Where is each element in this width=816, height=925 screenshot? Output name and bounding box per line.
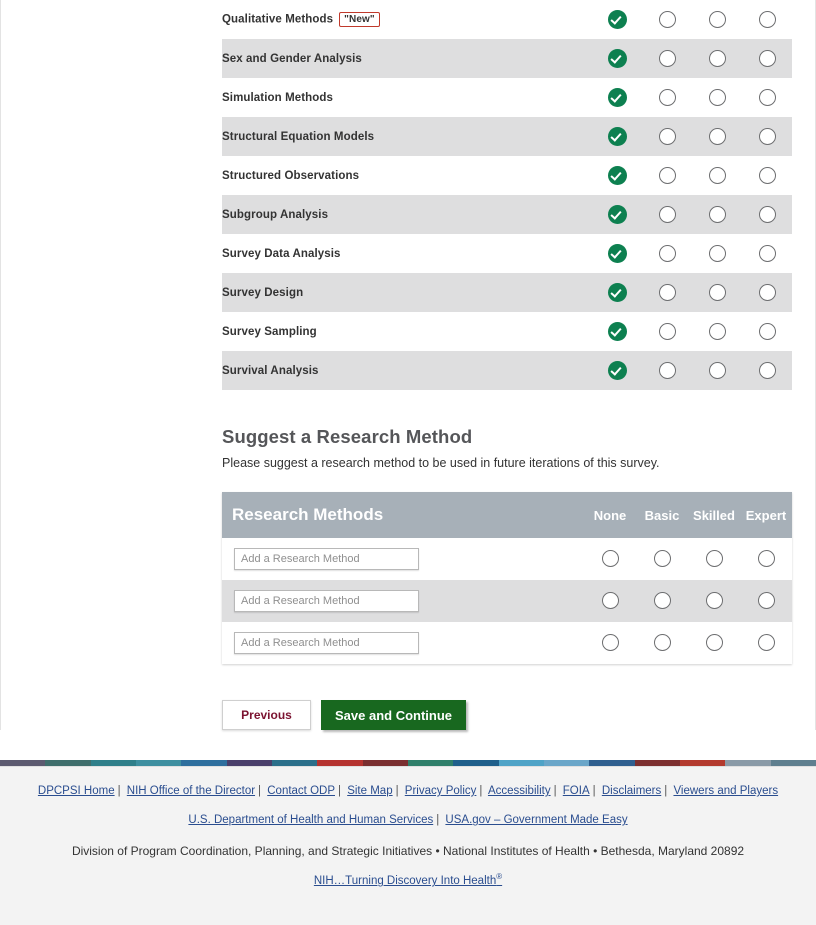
suggest-methods-table xyxy=(222,492,792,664)
option-basic[interactable] xyxy=(642,117,692,156)
radio-icon[interactable] xyxy=(759,245,776,262)
option-skilled[interactable] xyxy=(692,156,742,195)
stripe-segment-6 xyxy=(272,760,317,766)
option-skilled[interactable] xyxy=(692,273,742,312)
radio-icon[interactable] xyxy=(709,11,726,28)
option-expert[interactable] xyxy=(742,195,792,234)
stripe-segment-1 xyxy=(45,760,90,766)
table-row xyxy=(222,39,792,78)
radio-icon[interactable] xyxy=(654,634,671,651)
method-label-cell xyxy=(222,195,592,234)
suggest-method-input-3[interactable] xyxy=(234,632,419,654)
option-none[interactable] xyxy=(592,117,642,156)
radio-icon[interactable] xyxy=(659,245,676,262)
method-label: Qualitative Methods xyxy=(222,13,334,26)
method-label-cell xyxy=(222,0,592,39)
radio-icon[interactable] xyxy=(706,592,723,609)
radio-icon[interactable] xyxy=(758,592,775,609)
radio-icon[interactable] xyxy=(659,128,676,145)
option-none[interactable] xyxy=(584,580,636,622)
footer-address: Division of Program Coordination, Planning, and Strategic Initiatives • National Institutes of Health • Bethesda, Maryland 20892 xyxy=(71,843,745,858)
suggest-description: Please suggest a research method to be used in future iterations of this survey. xyxy=(222,456,660,470)
method-label-cell xyxy=(222,39,592,78)
radio-icon[interactable] xyxy=(659,50,676,67)
method-label-cell xyxy=(222,117,592,156)
radio-selected-icon[interactable] xyxy=(608,361,627,380)
option-expert[interactable] xyxy=(742,273,792,312)
suggest-section xyxy=(222,426,792,664)
form-actions xyxy=(222,700,815,730)
method-label: Sex and Gender Analysis xyxy=(222,52,362,65)
method-label: Simulation Methods xyxy=(222,91,334,104)
stripe-segment-15 xyxy=(680,760,725,766)
radio-selected-icon[interactable] xyxy=(608,283,627,302)
radio-icon[interactable] xyxy=(706,634,723,651)
stripe-segment-12 xyxy=(544,760,589,766)
research-methods-body xyxy=(222,0,792,390)
stripe-segment-17 xyxy=(771,760,816,766)
radio-selected-icon[interactable] xyxy=(608,205,627,224)
radio-icon[interactable] xyxy=(758,634,775,651)
radio-icon[interactable] xyxy=(759,323,776,340)
option-none[interactable] xyxy=(592,273,642,312)
option-basic[interactable] xyxy=(642,351,692,390)
footer-links-row-1: DPCPSI Home | NIH Office of the Director | Contact ODP | Site Map | Privacy Policy | Accessibility | FOIA | Disclaimers | Viewers and Players xyxy=(37,785,779,797)
option-skilled[interactable] xyxy=(692,195,742,234)
option-expert[interactable] xyxy=(742,234,792,273)
radio-icon[interactable] xyxy=(759,50,776,67)
stripe-segment-11 xyxy=(499,760,544,766)
method-label: Survey Data Analysis xyxy=(222,247,341,260)
option-basic[interactable] xyxy=(642,39,692,78)
option-skilled[interactable] xyxy=(688,622,740,664)
radio-icon[interactable] xyxy=(709,245,726,262)
option-basic[interactable] xyxy=(642,312,692,351)
table-row xyxy=(222,312,792,351)
option-expert[interactable] xyxy=(742,0,792,39)
footer-link-tagline[interactable] xyxy=(313,872,503,888)
suggest-heading: Suggest a Research Method xyxy=(222,426,473,447)
suggest-table-body xyxy=(222,538,792,664)
radio-selected-icon[interactable] xyxy=(608,10,627,29)
method-label-cell xyxy=(222,234,592,273)
site-footer xyxy=(0,766,816,925)
stripe-segment-14 xyxy=(635,760,680,766)
suggest-method-input-1[interactable] xyxy=(234,548,419,570)
option-expert[interactable] xyxy=(740,580,792,622)
footer-link-contact-odp[interactable]: Contact ODP xyxy=(267,785,335,797)
footer-link-usagov[interactable]: USA.gov – Government Made Easy xyxy=(445,814,628,827)
suggest-input-cell xyxy=(222,538,584,580)
method-label: Structured Observations xyxy=(222,169,360,182)
method-label-cell xyxy=(222,273,592,312)
option-expert[interactable] xyxy=(742,39,792,78)
stripe-segment-9 xyxy=(408,760,453,766)
table-row xyxy=(222,78,792,117)
footer-link-privacy-policy[interactable]: Privacy Policy xyxy=(404,785,477,797)
radio-icon[interactable] xyxy=(759,284,776,301)
stripe-segment-0 xyxy=(0,760,45,766)
stripe-segment-7 xyxy=(317,760,362,766)
column-header-skilled: Skilled xyxy=(688,492,740,538)
stripe-segment-16 xyxy=(725,760,770,766)
stripe-segment-3 xyxy=(136,760,181,766)
footer-link-viewers-players[interactable]: Viewers and Players xyxy=(673,785,779,797)
radio-icon[interactable] xyxy=(659,11,676,28)
radio-icon[interactable] xyxy=(709,50,726,67)
option-skilled[interactable] xyxy=(692,351,742,390)
radio-icon[interactable] xyxy=(659,284,676,301)
option-expert[interactable] xyxy=(742,78,792,117)
option-expert[interactable] xyxy=(742,156,792,195)
suggest-header-row xyxy=(222,492,792,538)
radio-selected-icon[interactable] xyxy=(608,127,627,146)
method-label: Survey Sampling xyxy=(222,325,317,338)
suggest-input-cell xyxy=(222,580,584,622)
radio-icon[interactable] xyxy=(759,128,776,145)
stripe-segment-13 xyxy=(589,760,634,766)
radio-icon[interactable] xyxy=(709,362,726,379)
table-row xyxy=(222,234,792,273)
option-none[interactable] xyxy=(592,351,642,390)
footer-link-foia[interactable]: FOIA xyxy=(562,785,590,797)
previous-button[interactable]: Previous xyxy=(222,700,311,730)
column-header-expert: Expert xyxy=(740,492,792,538)
table-row xyxy=(222,117,792,156)
option-skilled[interactable] xyxy=(692,39,742,78)
option-none[interactable] xyxy=(592,78,642,117)
option-basic[interactable] xyxy=(636,622,688,664)
table-row xyxy=(222,538,792,580)
radio-icon[interactable] xyxy=(709,323,726,340)
footer-link-nih-od[interactable]: NIH Office of the Director xyxy=(126,785,256,797)
footer-link-site-map[interactable]: Site Map xyxy=(347,785,393,797)
radio-icon[interactable] xyxy=(659,323,676,340)
footer-link-dpcpsi-home[interactable]: DPCPSI Home xyxy=(37,785,115,797)
footer-link-disclaimers[interactable]: Disclaimers xyxy=(601,785,662,797)
radio-icon[interactable] xyxy=(709,284,726,301)
table-row xyxy=(222,0,792,39)
table-row xyxy=(222,622,792,664)
footer-link-hhs[interactable]: U.S. Department of Health and Human Services xyxy=(188,814,434,827)
option-none[interactable] xyxy=(592,234,642,273)
table-row xyxy=(222,156,792,195)
stripe-segment-8 xyxy=(363,760,408,766)
option-skilled[interactable] xyxy=(692,234,742,273)
option-basic[interactable] xyxy=(636,538,688,580)
suggest-table-title: Research Methods xyxy=(222,492,584,538)
footer-color-stripe xyxy=(0,760,816,766)
method-label: Structural Equation Models xyxy=(222,130,375,143)
option-skilled[interactable] xyxy=(692,78,742,117)
option-skilled[interactable] xyxy=(692,0,742,39)
method-label-cell xyxy=(222,351,592,390)
option-none[interactable] xyxy=(592,195,642,234)
option-none[interactable] xyxy=(592,156,642,195)
radio-icon[interactable] xyxy=(706,550,723,567)
research-methods-table xyxy=(222,0,792,390)
radio-icon[interactable] xyxy=(758,550,775,567)
option-expert[interactable] xyxy=(742,351,792,390)
radio-icon[interactable] xyxy=(654,550,671,567)
option-basic[interactable] xyxy=(642,195,692,234)
suggest-input-cell xyxy=(222,622,584,664)
radio-icon[interactable] xyxy=(759,167,776,184)
option-none[interactable] xyxy=(592,0,642,39)
option-basic[interactable] xyxy=(642,156,692,195)
suggest-method-input-2[interactable] xyxy=(234,590,419,612)
stripe-segment-2 xyxy=(91,760,136,766)
option-expert[interactable] xyxy=(740,538,792,580)
table-row xyxy=(222,580,792,622)
stripe-segment-10 xyxy=(453,760,498,766)
column-header-basic: Basic xyxy=(636,492,688,538)
save-and-continue-button[interactable]: Save and Continue xyxy=(321,700,466,730)
radio-icon[interactable] xyxy=(659,89,676,106)
radio-icon[interactable] xyxy=(602,634,619,651)
table-row xyxy=(222,195,792,234)
option-expert[interactable] xyxy=(742,117,792,156)
option-expert[interactable] xyxy=(742,312,792,351)
radio-selected-icon[interactable] xyxy=(608,49,627,68)
radio-icon[interactable] xyxy=(709,206,726,223)
radio-icon[interactable] xyxy=(759,11,776,28)
option-skilled[interactable] xyxy=(692,117,742,156)
table-row xyxy=(222,273,792,312)
option-none[interactable] xyxy=(592,312,642,351)
option-skilled[interactable] xyxy=(688,580,740,622)
method-label-cell xyxy=(222,312,592,351)
table-row xyxy=(222,351,792,390)
radio-icon[interactable] xyxy=(659,362,676,379)
option-none[interactable] xyxy=(584,538,636,580)
radio-icon[interactable] xyxy=(654,592,671,609)
radio-icon[interactable] xyxy=(602,592,619,609)
radio-selected-icon[interactable] xyxy=(608,88,627,107)
method-label-cell xyxy=(222,156,592,195)
stripe-segment-5 xyxy=(227,760,272,766)
radio-icon[interactable] xyxy=(709,89,726,106)
option-expert[interactable] xyxy=(740,622,792,664)
column-header-none: None xyxy=(584,492,636,538)
method-label: Survival Analysis xyxy=(222,364,319,377)
radio-icon[interactable] xyxy=(709,128,726,145)
footer-links-row-2: U.S. Department of Health and Human Services | USA.gov – Government Made Easy xyxy=(188,814,628,827)
option-none[interactable] xyxy=(592,39,642,78)
radio-icon[interactable] xyxy=(659,206,676,223)
radio-selected-icon[interactable] xyxy=(608,322,627,341)
footer-tagline-wrap xyxy=(0,872,816,891)
registered-mark: ® xyxy=(496,872,503,882)
radio-icon[interactable] xyxy=(659,167,676,184)
radio-icon[interactable] xyxy=(602,550,619,567)
radio-icon[interactable] xyxy=(759,89,776,106)
option-basic[interactable] xyxy=(642,78,692,117)
radio-icon[interactable] xyxy=(759,206,776,223)
method-label-cell xyxy=(222,78,592,117)
option-basic[interactable] xyxy=(642,234,692,273)
radio-selected-icon[interactable] xyxy=(608,244,627,263)
radio-selected-icon[interactable] xyxy=(608,166,627,185)
option-basic[interactable] xyxy=(636,580,688,622)
footer-tagline: NIH…Turning Discovery Into Health xyxy=(313,875,497,888)
footer-link-accessibility[interactable]: Accessibility xyxy=(487,785,551,797)
option-basic[interactable] xyxy=(642,0,692,39)
option-none[interactable] xyxy=(584,622,636,664)
new-badge: "New" xyxy=(339,12,380,27)
radio-icon[interactable] xyxy=(759,362,776,379)
radio-icon[interactable] xyxy=(709,167,726,184)
option-skilled[interactable] xyxy=(688,538,740,580)
stripe-segment-4 xyxy=(181,760,226,766)
method-label: Survey Design xyxy=(222,286,304,299)
suggest-table-head xyxy=(222,492,792,538)
option-basic[interactable] xyxy=(642,273,692,312)
option-skilled[interactable] xyxy=(692,312,742,351)
method-label: Subgroup Analysis xyxy=(222,208,329,221)
